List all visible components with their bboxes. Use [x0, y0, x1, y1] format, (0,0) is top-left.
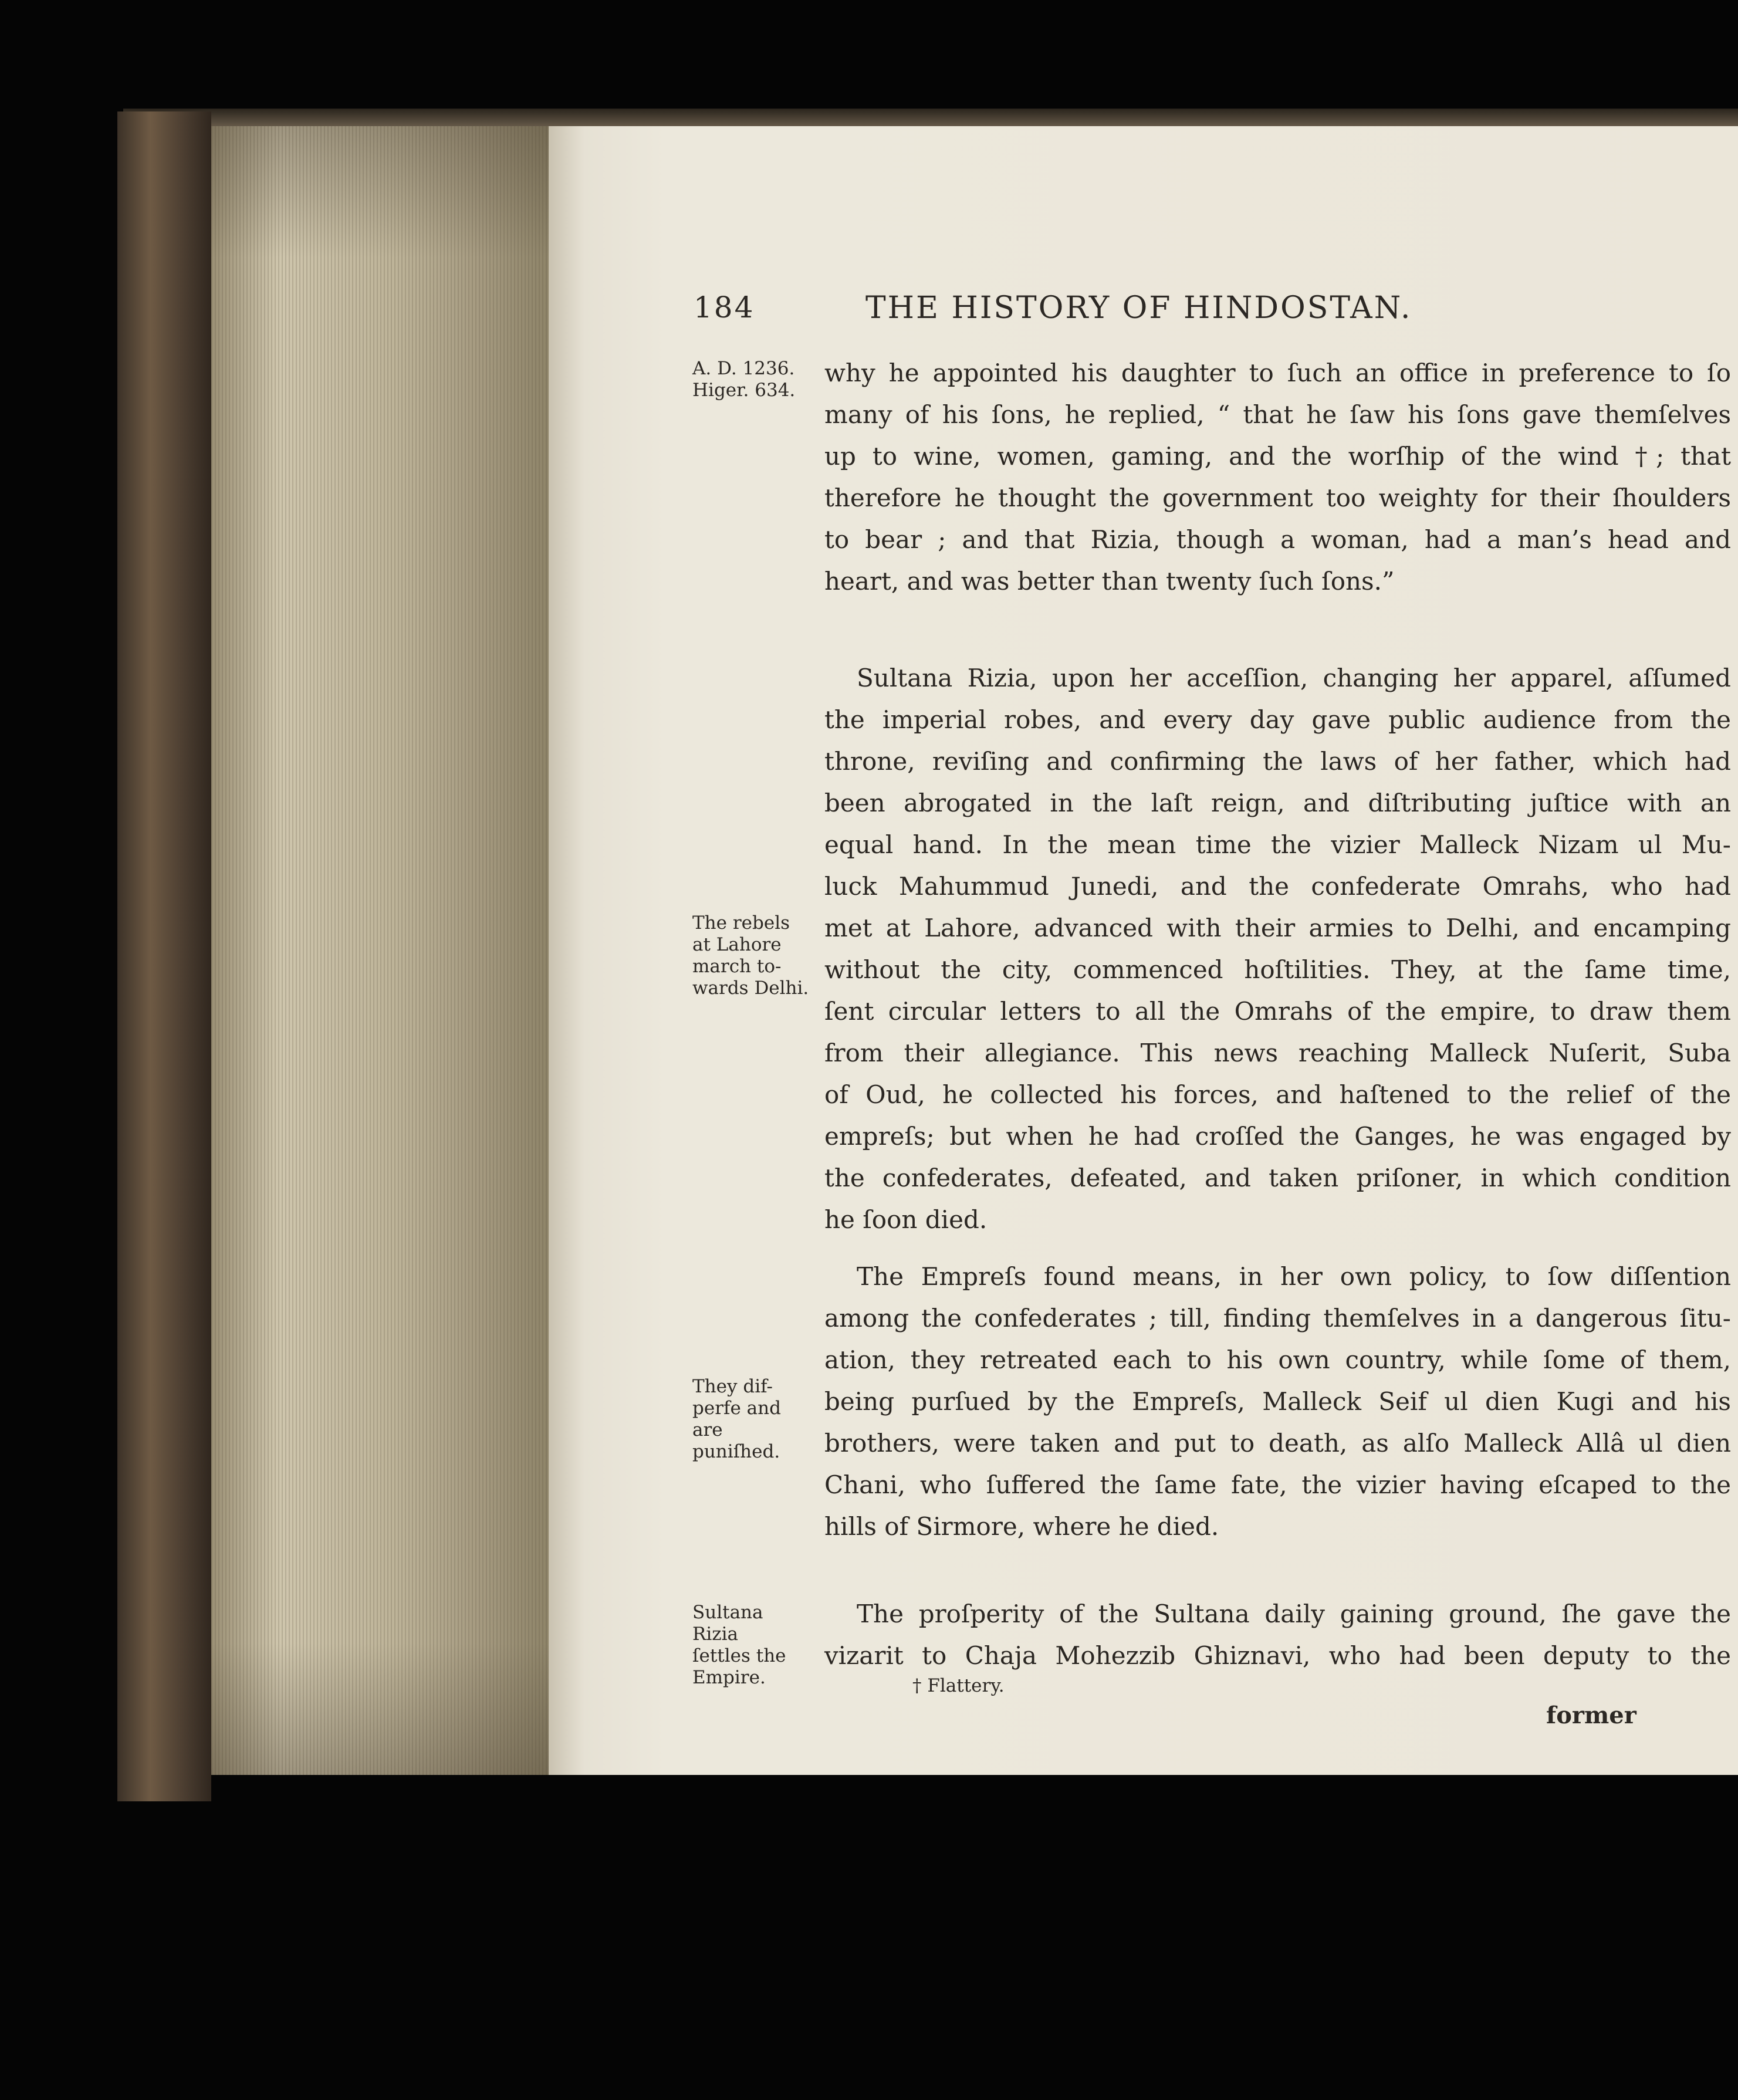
text-line: empreſs; but when he had croſſed the Ganges, he was engaged by	[824, 1122, 1731, 1151]
running-title: THE HISTORY OF HINDOSTAN.	[865, 290, 1412, 326]
margin-note-rebels	[692, 912, 813, 999]
margin-note-line: They dif-	[692, 1376, 773, 1397]
paragraph-4	[824, 1593, 1731, 1676]
margin-note-line: wards Delhi.	[692, 978, 809, 999]
margin-note-line: The rebels	[692, 912, 790, 934]
text-line: brothers, were taken and put to death, as alſo Malleck Allâ ul dien	[824, 1429, 1731, 1458]
margin-note-line: Higer. 634.	[692, 380, 796, 401]
margin-note-date	[692, 358, 813, 401]
margin-note-settles	[692, 1602, 813, 1689]
margin-note-line: at Lahore	[692, 934, 782, 955]
text-line: from their allegiance. This news reaching Malleck Nuſerit, Suba	[824, 1039, 1731, 1067]
text-line: he ſoon died.	[824, 1205, 988, 1234]
text-line: throne, reviſing and confirming the laws of her father, which had	[824, 747, 1731, 776]
text-line: many of his ſons, he replied, “ that he ſaw his ſons gave themſelves	[824, 400, 1731, 429]
text-line: Chani, who ſuffered the ſame fate, the vizier having eſcaped to the	[824, 1470, 1731, 1499]
text-line: ſent circular letters to all the Omrahs of the empire, to draw them	[824, 997, 1731, 1026]
text-line: why he appointed his daughter to ſuch an office in preference to ſo	[824, 359, 1731, 387]
margin-note-line: perfe and are	[692, 1398, 781, 1440]
book-page	[549, 126, 1738, 1775]
text-line: without the city, commenced hoſtilities. They, at the ſame time,	[824, 955, 1731, 984]
text-line: vizarit to Chaja Mohezzib Ghiznavi, who had been deputy to the	[824, 1641, 1731, 1670]
text-line: of Oud, he collected his forces, and haſtened to the relief of the	[824, 1080, 1731, 1109]
book	[117, 103, 1738, 1804]
page-header	[549, 290, 1476, 337]
margin-note-disperse	[692, 1376, 813, 1463]
text-line: being purſued by the Empreſs, Malleck Seif ul dien Kugi and his	[824, 1387, 1731, 1416]
text-line: the confederates, defeated, and taken priſoner, in which condition	[824, 1164, 1731, 1192]
text-line: the imperial robes, and every day gave public audience from the	[824, 705, 1731, 734]
text-line: up to wine, women, gaming, and the worſhip of the wind †; that	[824, 442, 1731, 471]
text-line: to bear ; and that Rizia, though a woman, had a man’s head and	[824, 525, 1731, 554]
footnote: † Flattery.	[912, 1675, 1005, 1696]
text-line: heart, and was better than twenty ſuch ſons.”	[824, 567, 1395, 596]
text-line: The Empreſs found means, in her own policy, to ſow diſſention	[857, 1262, 1731, 1291]
text-line: ation, they retreated each to his own country, while ſome of them,	[824, 1345, 1731, 1374]
text-line: met at Lahore, advanced with their armies to Delhi, and encamping	[824, 914, 1731, 942]
margin-note-line: puniſhed.	[692, 1441, 780, 1462]
margin-note-line: Empire.	[692, 1667, 766, 1688]
text-line: therefore he thought the government too weighty for their ſhoulders	[824, 483, 1731, 512]
text-line: luck Mahummud Junedi, and the confederate Omrahs, who had	[824, 872, 1731, 901]
margin-note-line: A. D. 1236.	[692, 358, 795, 379]
text-line: Sultana Rizia, upon her acceſſion, changing her apparel, aſſumed	[857, 664, 1731, 692]
catchword: former	[1546, 1702, 1636, 1729]
page-edges	[211, 126, 549, 1775]
margin-note-line: ſettles the	[692, 1645, 786, 1666]
text-line: among the confederates ; till, finding themſelves in a dangerous ſitu-	[824, 1304, 1731, 1333]
paragraph-2	[824, 657, 1731, 1240]
page-number: 184	[694, 290, 755, 324]
book-binding	[117, 111, 211, 1801]
margin-note-line: Sultana Rizia	[692, 1602, 763, 1645]
paragraph-1	[824, 352, 1731, 602]
text-line: hills of Sirmore, where he died.	[824, 1512, 1219, 1541]
paragraph-3	[824, 1256, 1731, 1547]
text-line: The proſperity of the Sultana daily gaining ground, ſhe gave the	[857, 1599, 1731, 1628]
text-line: been abrogated in the laſt reign, and diſtributing juſtice with an	[824, 789, 1731, 817]
text-line: equal hand. In the mean time the vizier Malleck Nizam ul Mu-	[824, 830, 1731, 859]
margin-note-line: march to-	[692, 956, 782, 977]
